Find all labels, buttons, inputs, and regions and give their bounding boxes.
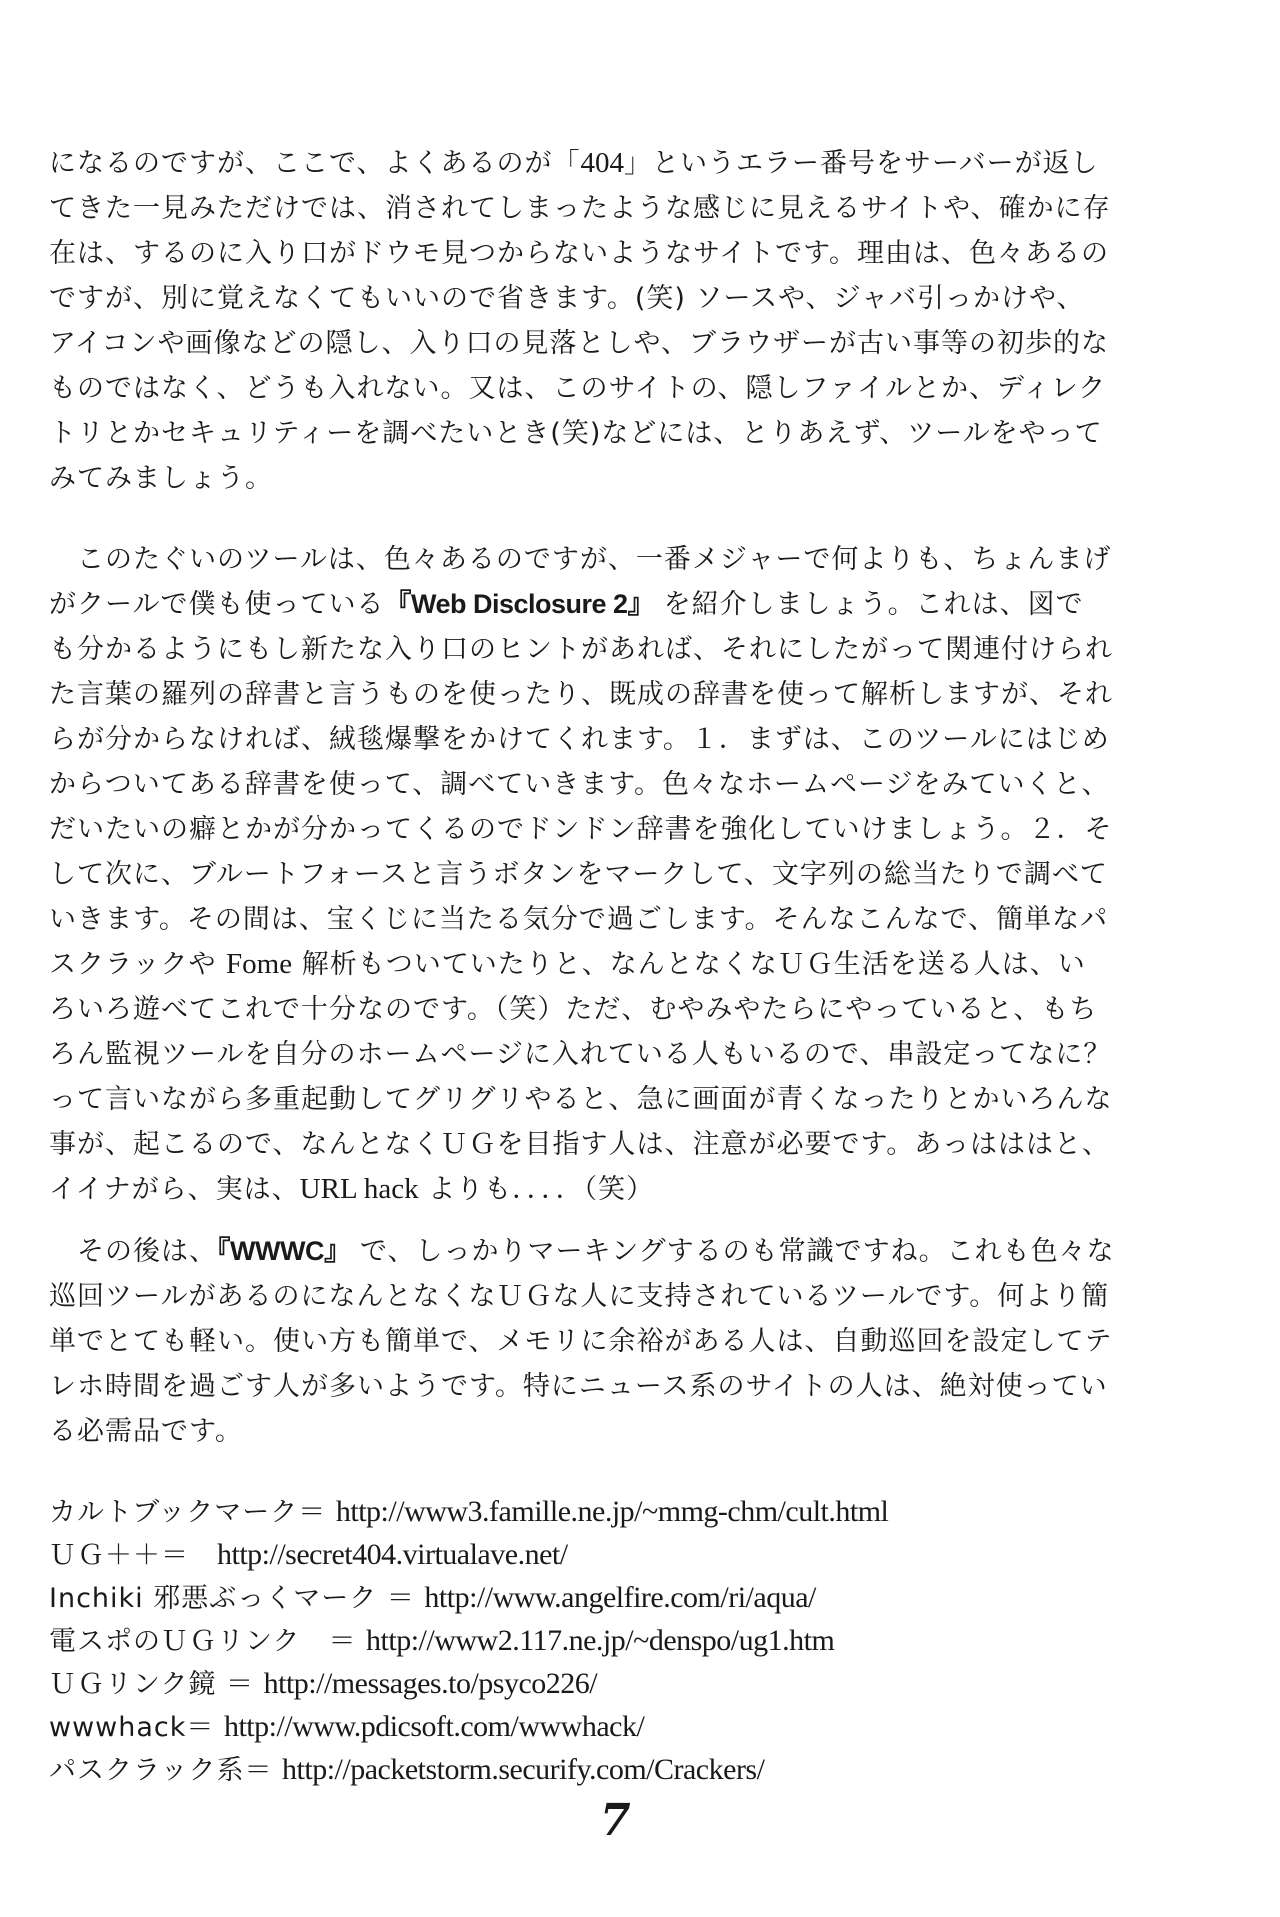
- text-line: [49, 987, 1189, 1032]
- text-line: [49, 186, 1189, 231]
- text-line: [49, 366, 1189, 411]
- text-line: [49, 627, 1189, 672]
- text-segment: ものではなく、どうも入れない。又は、このサイトの、隠しファイルとか、ディレク: [49, 373, 1107, 404]
- text-line: [49, 1167, 1189, 1212]
- text-segment: てきた一見みただけでは、消されてしまったような感じに見えるサイトや、確かに存: [49, 193, 1111, 224]
- text-line: [49, 276, 1189, 321]
- text-segment: アイコンや画像などの隠し、入り口の見落としや、ブラウザーが古い事等の初歩的な: [49, 328, 1109, 359]
- text-line: [49, 321, 1189, 366]
- text-line: [49, 537, 1189, 582]
- link-label: Inchiki 邪悪ぶっくマーク ＝: [49, 1583, 425, 1614]
- text-line: [49, 1122, 1189, 1167]
- text-line: [49, 1319, 1189, 1364]
- text-segment: らが分からなければ、絨毯爆撃をかけてくれます。１．まずは、このツールにはじめ: [49, 724, 1110, 755]
- text-segment: た言葉の羅列の辞書と言うものを使ったり、既成の辞書を使って解析しますが、それ: [49, 679, 1113, 710]
- text-line: [49, 672, 1189, 717]
- link-url[interactable]: http://www.pdicsoft.com/wwwhack/: [223, 1710, 645, 1743]
- text-segment: 単でとても軽い。使い方も簡単で、メモリに余裕がある人は、自動巡回を設定してテ: [49, 1326, 1113, 1357]
- link-url[interactable]: http://www2.117.ne.jp/~denspo/ug1.htm: [366, 1624, 835, 1657]
- link-url[interactable]: http://packetstorm.securify.com/Crackers/: [282, 1753, 765, 1786]
- text-segment: で、しっかりマーキングするのも常識ですね。これも色々な: [350, 1236, 1115, 1267]
- text-segment: 解析もついていたりと、なんとなくなＵＧ生活を送る人は、い: [292, 949, 1086, 980]
- text-segment: 在は、するのに入り口がドウモ見つからないようなサイトです。理由は、色々あるの: [49, 238, 1109, 269]
- link-list: [49, 1490, 1189, 1791]
- paragraph-wwwc: [49, 1229, 1189, 1454]
- text-segment: いきます。その間は、宝くじに当たる気分で過ごします。そんなこんなで、簡単なパ: [49, 904, 1109, 935]
- text-segment: がクールで僕も使っている: [49, 589, 385, 620]
- text-segment: を紹介しましょう。これは、図で: [654, 589, 1084, 620]
- text-segment: このたぐいのツールは、色々あるのですが、一番メジャーで何よりも、ちょんまげ: [49, 544, 1112, 575]
- text-segment: ですが、別に覚えなくてもいいので省きます。(笑) ソースや、ジャバ引っかけや、: [49, 283, 1085, 314]
- text-line: [49, 411, 1189, 456]
- paragraph-web-disclosure: [49, 537, 1189, 1212]
- link-label: パスクラック系＝: [49, 1755, 283, 1786]
- link-label: 電スポのＵＧリンク ＝: [49, 1626, 367, 1657]
- link-url[interactable]: http://secret404.virtualave.net/: [217, 1538, 568, 1571]
- text-line: [49, 1364, 1189, 1409]
- text-line: [49, 1274, 1189, 1319]
- page-number: 7: [600, 1795, 631, 1846]
- text-segment: よりも．．．．（笑）: [418, 1174, 655, 1205]
- paragraph-intro: [49, 141, 1189, 501]
- text-segment: みてみましょう。: [49, 463, 273, 494]
- text-segment: からついてある辞書を使って、調べていきます。色々なホームページをみていくと、: [49, 769, 1110, 800]
- text-segment: 巡回ツールがあるのになんとなくなＵＧな人に支持されているツールです。何より簡: [49, 1281, 1110, 1312]
- text-line: [49, 1229, 1189, 1274]
- text-segment: その後は、: [49, 1236, 217, 1267]
- text-segment: Fome: [226, 948, 293, 980]
- text-segment: レホ時間を過ごす人が多いようです。特にニュース系のサイトの人は、絶対使ってい: [49, 1371, 1108, 1402]
- text-line: [49, 852, 1189, 897]
- text-line: [49, 1409, 1189, 1454]
- text-segment: 」というエラー番号をサーバーが返し: [623, 148, 1099, 179]
- text-line: [49, 231, 1189, 276]
- text-segment: になるのですが、ここで、よくあるのが「: [49, 148, 581, 179]
- text-line: [49, 717, 1189, 762]
- link-item: [49, 1490, 1189, 1533]
- text-line: [49, 897, 1189, 942]
- link-label: ＵＧ＋＋＝: [49, 1540, 217, 1571]
- link-item: [49, 1576, 1189, 1619]
- text-segment: って言いながら多重起動してグリグリやると、急に画面が青くなったりとかいろんな: [49, 1084, 1113, 1115]
- link-url[interactable]: http://www3.famille.ne.jp/~mmg-chm/cult.html: [335, 1495, 889, 1528]
- text-segment: イイナがら、実は、: [49, 1174, 300, 1205]
- text-line: [49, 1077, 1189, 1122]
- text-segment: る必需品です。: [49, 1416, 243, 1447]
- link-item: [49, 1619, 1189, 1662]
- text-segment: 事が、起こるので、なんとなくＵＧを目指す人は、注意が必要です。あっはははと、: [49, 1129, 1111, 1160]
- text-line: [49, 141, 1189, 186]
- tool-name: 『Web Disclosure 2』: [384, 589, 655, 619]
- text-segment: ろいろ遊べてこれで十分なのです。（笑）ただ、むやみやたらにやっていると、もち: [49, 994, 1098, 1025]
- link-item: [49, 1662, 1189, 1705]
- text-segment: も分かるようにもし新たな入り口のヒントがあれば、それにしたがって関連付けられ: [49, 634, 1113, 665]
- link-url[interactable]: http://messages.to/psyco226/: [263, 1667, 598, 1700]
- text-line: [49, 762, 1189, 807]
- text-line: [49, 582, 1189, 627]
- text-line: [49, 456, 1189, 501]
- link-item: [49, 1533, 1189, 1576]
- text-segment: だいたいの癖とかが分かってくるのでドンドン辞書を強化していけましょう。２．そ: [49, 814, 1113, 845]
- link-item: [49, 1748, 1189, 1791]
- text-line: [49, 1032, 1189, 1077]
- text-segment: URL hack: [299, 1173, 419, 1205]
- text-line: [49, 807, 1189, 852]
- link-label: ＵＧリンク鏡 ＝: [49, 1669, 264, 1700]
- text-segment: 404: [580, 147, 624, 179]
- link-label: wwwhack＝: [49, 1712, 224, 1743]
- text-segment: トリとかセキュリティーを調べたいとき(笑)などには、とりあえず、ツールをやって: [49, 418, 1103, 449]
- text-segment: スクラックや: [49, 949, 227, 980]
- text-line: [49, 942, 1189, 987]
- text-segment: して次に、ブルートフォースと言うボタンをマークして、文字列の総当たりで調べて: [49, 859, 1108, 890]
- link-label: カルトブックマーク＝: [49, 1497, 336, 1528]
- link-url[interactable]: http://www.angelfire.com/ri/aqua/: [424, 1581, 816, 1614]
- text-segment: ろん監視ツールを自分のホームページに入れている人もいるので、串設定ってなに？: [49, 1039, 1112, 1070]
- tool-name: 『WWWC』: [217, 1236, 351, 1266]
- link-item: [49, 1705, 1189, 1748]
